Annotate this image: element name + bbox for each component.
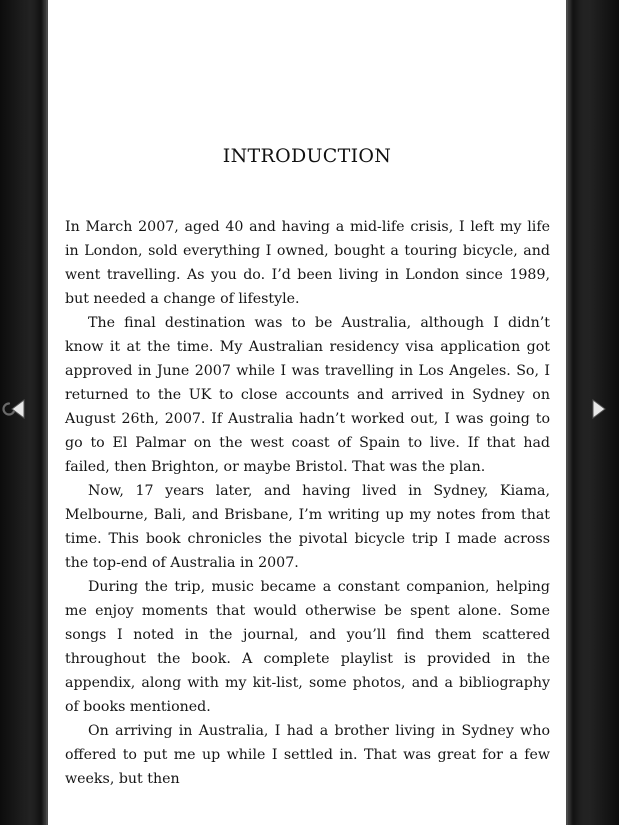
previous-page-button[interactable] [4,393,32,425]
book-page [46,0,568,825]
chapter-body [65,215,550,791]
chapter-title: INTRODUCTION [222,145,392,167]
paragraph: The final destination was to be Australia, although I didn’t know it at the time. My Australian residency visa application got approved in June 2007 while I was travelling in Los Angeles. So, I returned to the UK to close accounts and arrived in Sydney on August 26th, 2007. If Australia hadn’t worked out, I was going to go to El Palmar on the west coast of Spain to live. If that had failed, then Brighton, or maybe Bristol. That was the plan. [65,315,550,475]
triangle-left-icon [10,398,26,420]
paragraph: On arriving in Australia, I had a brother living in Sydney who offered to put me up while I settled in. That was great for a few weeks, but then [65,723,550,787]
paragraph: In March 2007, aged 40 and having a mid-life crisis, I left my life in London, sold everything I owned, bought a touring bicycle, and went travelling. As you do. I’d been living in London since 1989, but needed a change of lifestyle. [65,219,550,307]
triangle-right-icon [591,398,607,420]
paragraph: During the trip, music became a constant companion, helping me enjoy moments that would otherwise be spent alone. Some songs I noted in the journal, and you’ll find them scattered throughout the book. A complete playlist is provided in the appendix, along with my kit-list, some photos, and a bibliography of books mentioned. [65,579,550,715]
next-page-button[interactable] [585,393,613,425]
paragraph: Now, 17 years later, and having lived in Sydney, Kiama, Melbourne, Bali, and Brisbane, I’m writing up my notes from that time. This book chronicles the pivotal bicycle trip I made across the top-end of Australia in 2007. [65,483,550,571]
